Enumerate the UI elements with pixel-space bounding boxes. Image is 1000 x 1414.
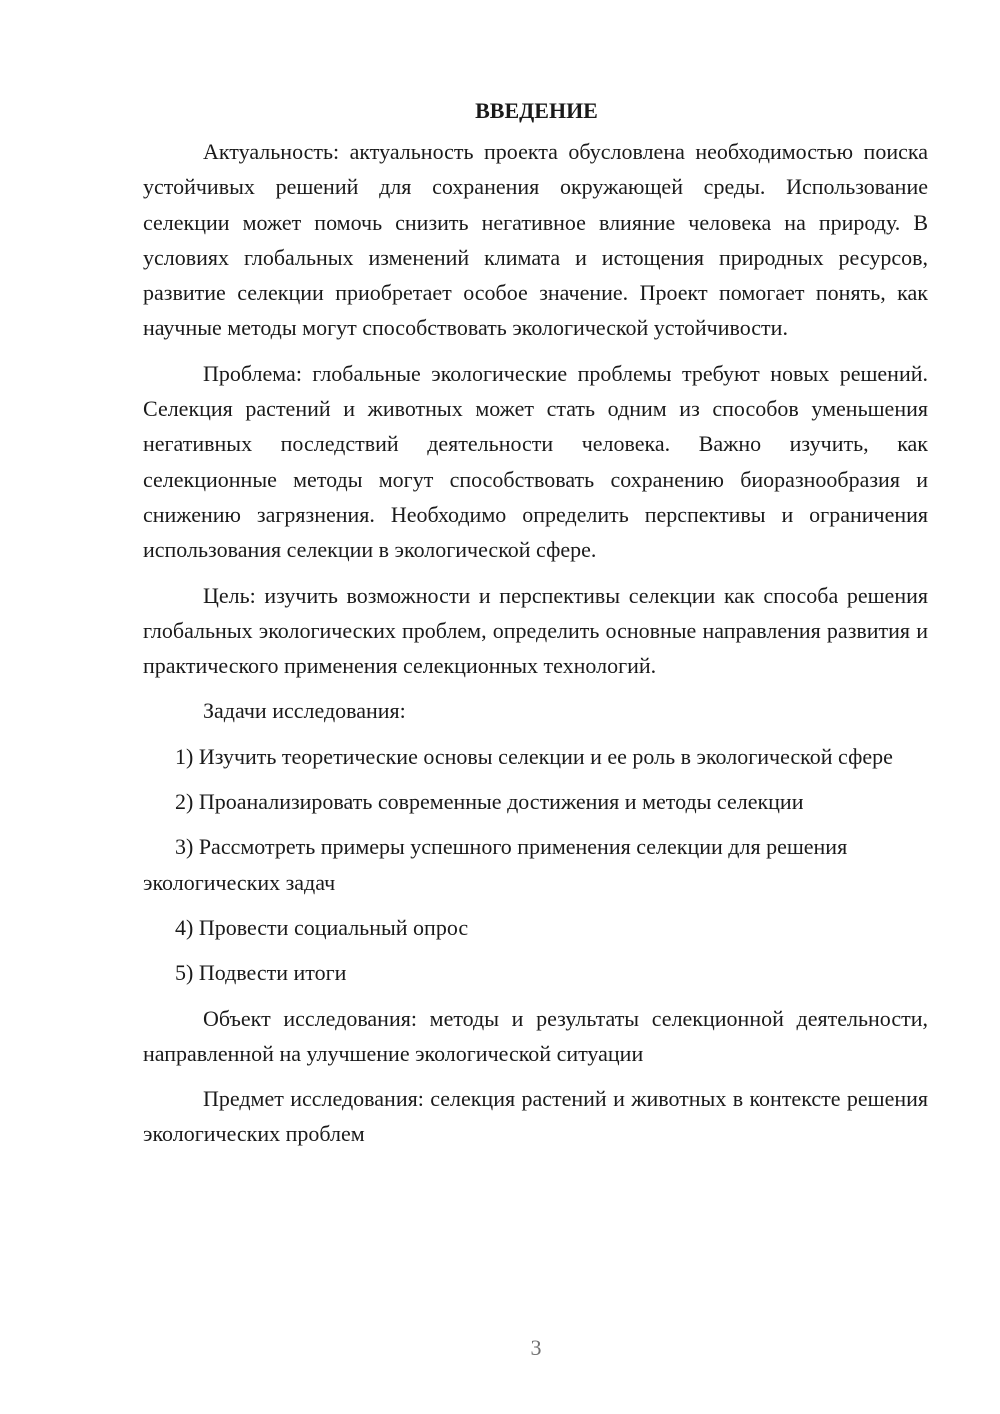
paragraph-object: Объект исследования: методы и результаты селекционной деятельности, направленной на улучшение экологической ситуации bbox=[143, 1005, 928, 1066]
paragraph-subject: Предмет исследования: селекция растений и животных в контексте решения экологических проблем bbox=[143, 1086, 928, 1147]
paragraph-problem: Проблема: глобальные экологические проблемы требуют новых решений. Селекция растений и животных может стать одним из способов уменьшения негативных последствий деятельности человека. Важно изучить, как селекционные методы могут способствовать сохранению биоразнообразия и снижению загрязнения. Необходимо определить перспективы и ограничения использования селекции в экологической сфере. bbox=[143, 360, 928, 563]
task-item-5: 5) Подвести итоги bbox=[175, 960, 347, 986]
task-item-2: 2) Проанализировать современные достижения и методы селекции bbox=[175, 789, 804, 815]
page-content bbox=[143, 93, 928, 1152]
paragraph-goal: Цель: изучить возможности и перспективы селекции как способа решения глобальных экологических проблем, определить основные направления развития и практического применения селекционных технологий. bbox=[143, 582, 928, 679]
task-item-1: 1) Изучить теоретические основы селекции и ее роль в экологической сфере bbox=[175, 743, 893, 769]
tasks-heading: Задачи исследования: bbox=[203, 698, 406, 724]
page-number: 3 bbox=[530, 1335, 542, 1360]
task-item-3: 3) Рассмотреть примеры успешного применения селекции для решения экологических задач bbox=[143, 834, 848, 895]
section-title: ВВЕДЕНИЕ bbox=[475, 98, 598, 123]
paragraph-relevance: Актуальность: актуальность проекта обусловлена необходимостью поиска устойчивых решений для сохранения окружающей среды. Использование селекции может помочь снизить негативное влияние человека на природу. В условиях глобальных изменений климата и истощения природных ресурсов, развитие селекции приобретает особое значение. Проект помогает понять, как научные методы могут способствовать экологической устойчивости. bbox=[143, 139, 928, 341]
task-item-4: 4) Провести социальный опрос bbox=[175, 914, 469, 940]
